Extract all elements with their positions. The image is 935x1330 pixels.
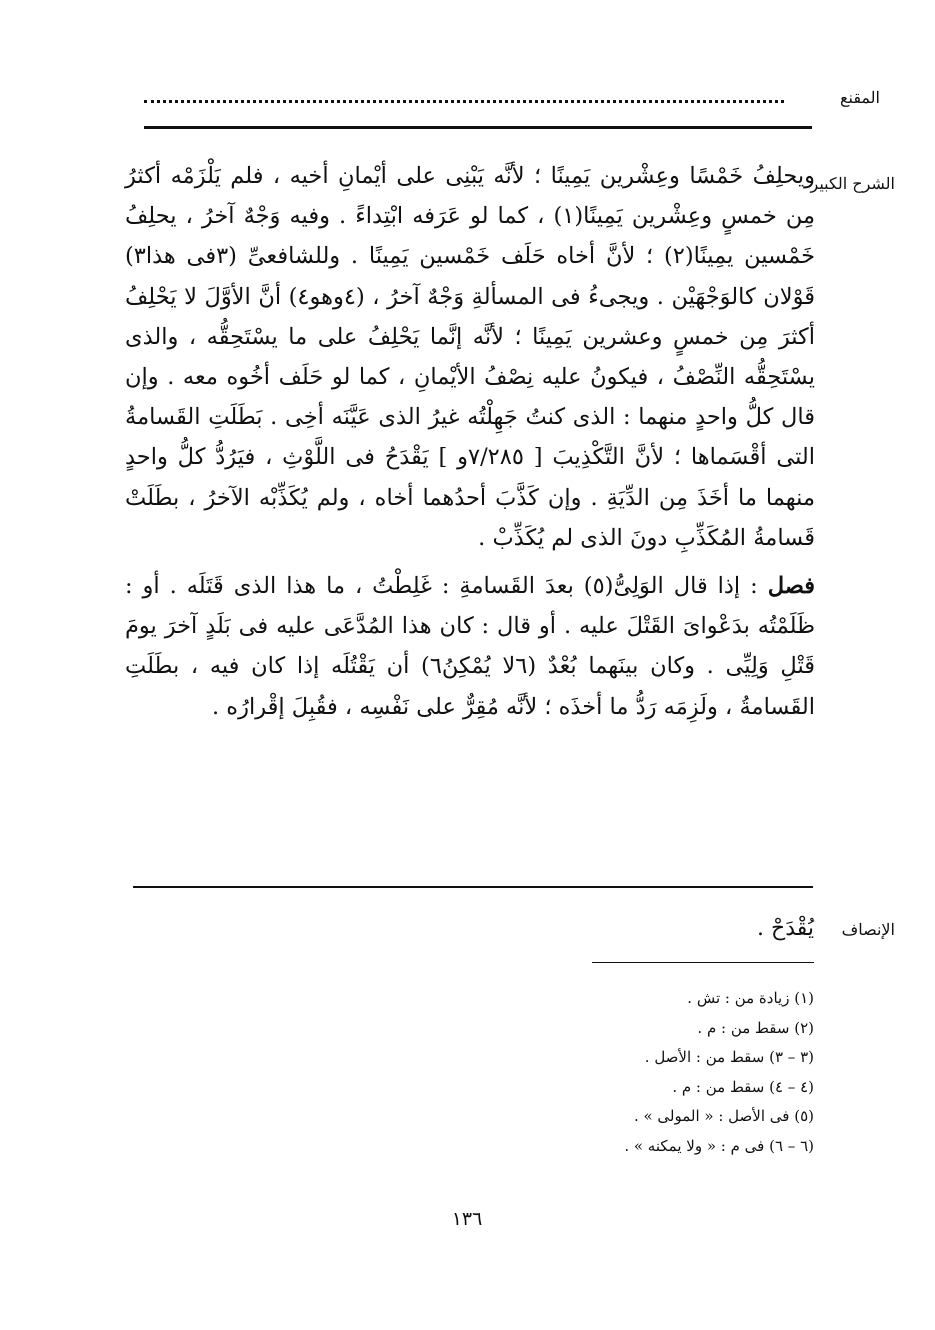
main-text: [125, 156, 815, 727]
page-header: [100, 78, 880, 134]
footnote-5: (٥) فى الأصل : « المولى » .: [633, 1107, 814, 1125]
footnote-2: (٢) سقط من : م .: [697, 1018, 814, 1037]
footnote-rule: [592, 962, 814, 963]
header-rule: [144, 126, 812, 129]
footnotes: [430, 984, 814, 1161]
book-title: المقنع: [839, 88, 880, 107]
footnote-3: (٣ – ٣) سقط من : الأصل .: [644, 1048, 814, 1066]
insaf-text: يُقْدَحْ .: [757, 916, 814, 941]
footnote-1: (١) زيادة من : تش .: [687, 989, 814, 1007]
paragraph-2-text: : إذا قال الوَلِىُّ(٥) بعدَ القَسامةِ : غَلِطْتُ ، ما هذا الذى قَتَلَه . أو : ظَلَمْتُه بدَعْواىَ القَتْلَ عليه . أو قال : كان هذا المُدَّعَى عليه فى بَلَدٍ آخرَ يومَ قَتْلِ وَلِيِّى . وكان بينَهما بُعْدٌ (٦لا يُمْكِنُ٦) أن يَقْتُلَه إذا كان فيه ، بطَلَتِ القَسامةُ ، ولَزِمَه رَدُّ ما أخذَه ؛ لأنَّه مُقِرٌّ على نَفْسِه ، فقُبِلَ إقْرارُه .: [125, 573, 815, 720]
section-label-sharh: الشرح الكبير: [810, 174, 895, 193]
page-number: ١٣٦: [451, 1208, 483, 1230]
section-divider: [133, 886, 813, 888]
paragraph-1: ويحلِفُ خَمْسًا وعِشْرين يَمِينًا ؛ لأنَّه يَبْنِى على أيْمانِ أخيه ، فلم يَلْزَمْه أكثرُ مِن خمسٍ وعِشْرين يَمِينًا(١) ، كما لو عَرَفه ابْتِداءً . وفيه وَجْهٌ آخرُ ، يحلِفُ خَمْسين يمِينًا(٢) ؛ لأنَّ أخاه حَلَف خَمْسين يَمِينًا . وللشافعىِّ (٣فى هذا٣) قَوْلان كالوَجْهَيْن . ويجىءُ فى المسألةِ وَجْهٌ آخرُ ، (٤وهو٤) أنَّ الأوَّلَ لا يَحْلِفُ أكثرَ مِن خمسٍ وعشرين يَمِينًا ؛ لأنَّه إنَّما يَحْلِفُ على ما يسْتَحِقُّه ، والذى يسْتَحِقُّه النِّصْفُ ، فيكونُ عليه نِصْفُ الأيْمانِ ، كما لو حَلَف أخُوه معه . وإن قال كلُّ واحدٍ منهما : الذى كنتُ جَهِلْتُه غيرُ الذى عَيَّنَه أخِى . بَطَلَتِ القَسامةُ التى أقْسَماها ؛ لأنَّ التَّكْذِيبَ [ ٧/٢٨٥و ] يَقْدَحُ فى اللَّوْثِ ، فيَرُدُّ كلُّ واحدٍ منهما ما أخَذَ مِن الدِّيَةِ . وإن كَذَّبَ أحدُهما أخاه ، ولم يُكَذِّبْه الآخرُ ، بطَلَتْ قَسامةُ المُكَذِّبِ دونَ الذى لم يُكَذِّبْ .: [125, 163, 816, 551]
footnote-6: (٦ – ٦) فى م : « ولا يمكنه » .: [624, 1136, 814, 1155]
footnote-4: (٤ – ٤) سقط من : م .: [672, 1077, 814, 1096]
header-dotted-line: [144, 86, 784, 103]
fasl-heading: فصل: [767, 573, 815, 600]
paragraph-2: [125, 566, 815, 727]
section-label-insaf: الإنصاف: [841, 920, 895, 939]
